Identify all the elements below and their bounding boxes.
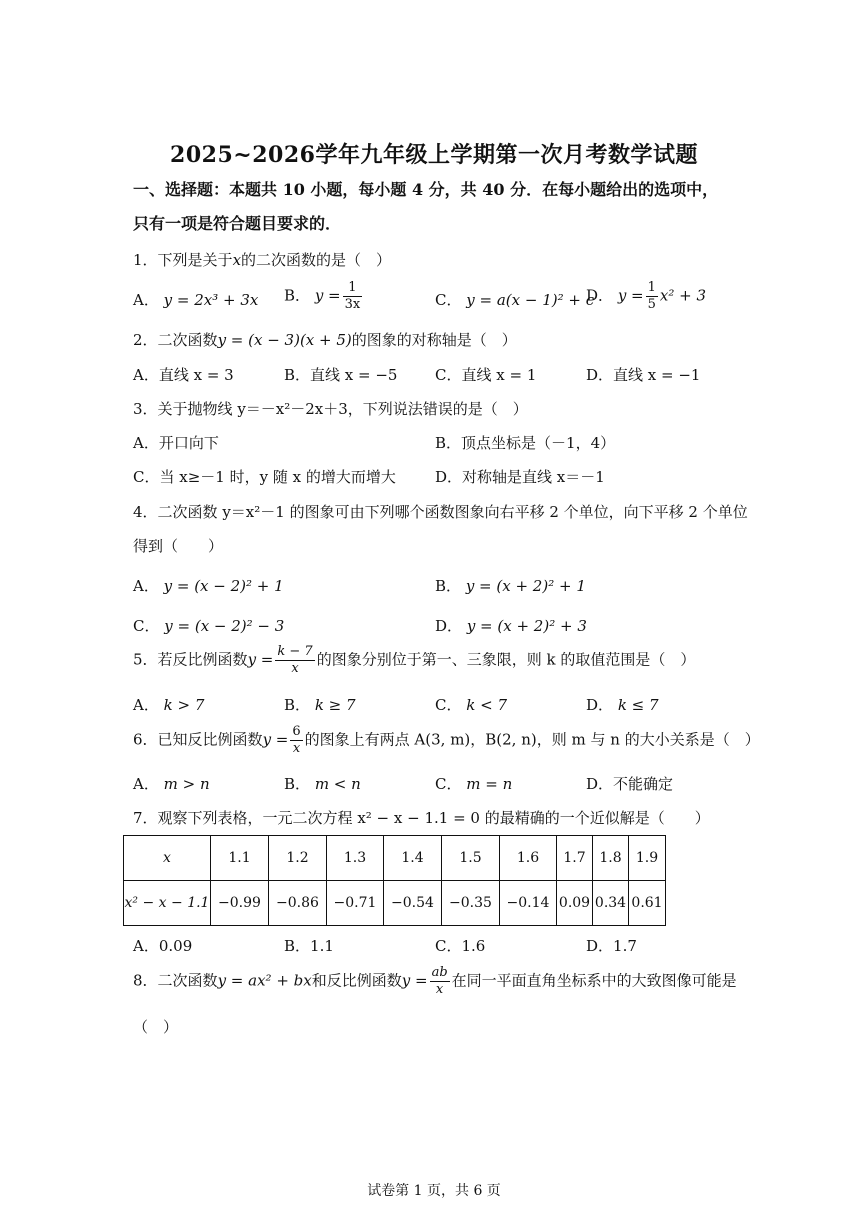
q1-option-a[interactable]: A． y = 2x³ + 3x — [133, 291, 259, 309]
q5-option-d[interactable]: D． k ≤ 7 — [586, 696, 659, 714]
page-footer: 试卷第 1 页，共 6 页 — [367, 1183, 501, 1199]
question-7: 7．观察下列表格，一元二次方程 x² − x − 1.1 = 0 的最精确的一个近似解是（ ） — [133, 809, 710, 827]
page-title: 2025~2026学年九年级上学期第一次月考数学试题 — [170, 142, 698, 168]
q7-option-a[interactable]: A．0.09 — [133, 937, 193, 955]
question-3: 3．关于抛物线 y＝－x²－2x＋3，下列说法错误的是（ ） — [133, 400, 528, 418]
q7-option-b[interactable]: B．1.1 — [284, 937, 334, 955]
q2-option-c[interactable]: C．直线 x = 1 — [435, 366, 537, 384]
question-8: 8．二次函数y = ax² + bx和反比例函数y = $\frac{ab}{x}$ 在同一平面直角坐标系中的大致图像可能是 — [133, 965, 737, 997]
q6-option-a[interactable]: A． m > n — [133, 775, 210, 793]
q5-option-b[interactable]: B． k ≥ 7 — [284, 696, 356, 714]
q3-option-c[interactable]: C．当 x≥－1 时，y 随 x 的增大而增大 — [133, 468, 396, 486]
section-heading-line1: 一、选择题：本题共 10 小题，每小题 4 分，共 40 分．在每小题给出的选项中， — [133, 180, 719, 199]
q4-option-a[interactable]: A． y = (x − 2)² + 1 — [133, 577, 284, 595]
q4-option-b[interactable]: B． y = (x + 2)² + 1 — [435, 577, 586, 595]
q4-option-d[interactable]: D． y = (x + 2)² + 3 — [435, 617, 587, 635]
question-8-line2: （ ） — [133, 1018, 179, 1036]
q6-option-c[interactable]: C． m = n — [435, 775, 513, 793]
q3-option-d[interactable]: D．对称轴是直线 x＝－1 — [435, 468, 605, 486]
q7-table — [123, 835, 666, 926]
q5-option-c[interactable]: C． k < 7 — [435, 696, 508, 714]
q6-option-b[interactable]: B． m < n — [284, 775, 361, 793]
section-heading-line2: 只有一项是符合题目要求的． — [133, 214, 342, 233]
q3-option-a[interactable]: A．开口向下 — [133, 434, 219, 452]
table-row: x 1.1 1.2 1.3 1.4 1.5 1.6 1.7 1.8 1.9 — [124, 836, 666, 881]
q5-option-a[interactable]: A． k > 7 — [133, 696, 205, 714]
q2-option-d[interactable]: D．直线 x = −1 — [586, 366, 701, 384]
q6-option-d[interactable]: D．不能确定 — [586, 775, 674, 793]
q2-option-b[interactable]: B．直线 x = −5 — [284, 366, 398, 384]
question-2: 2．二次函数y = (x − 3)(x + 5)的图象的对称轴是（ ） — [133, 331, 517, 349]
q7-option-d[interactable]: D．1.7 — [586, 937, 637, 955]
q1-option-d[interactable]: D． y = $\frac{1}{5}$ x² + 3 — [586, 280, 707, 312]
q1-option-c[interactable]: C． y = a(x − 1)² + c — [435, 291, 595, 309]
question-5: 5．若反比例函数y = $\frac{k - 7}{x}$ 的图象分别位于第一、三象限，则 k 的取值范围是（ ） — [133, 644, 696, 676]
question-4-line1: 4．二次函数 y＝x²－1 的图象可由下列哪个函数图象向右平移 2 个单位，向下平移 2 个单位 — [133, 503, 748, 521]
question-4-line2: 得到（ ） — [133, 537, 224, 555]
q1-option-b[interactable]: B． y = $\frac{1}{3x}$ — [284, 280, 361, 312]
q3-option-b[interactable]: B．顶点坐标是（－1，4） — [435, 434, 616, 452]
q2-option-a[interactable]: A．直线 x = 3 — [133, 366, 234, 384]
question-1: 1．下列是关于x的二次函数的是（ ） — [133, 251, 392, 269]
question-6: 6．已知反比例函数y = $\frac{6}{x}$ 的图象上有两点 A(3, m)，B(2, n)，则 m 与 n 的大小关系是（ ） — [133, 724, 760, 756]
q7-option-c[interactable]: C．1.6 — [435, 937, 486, 955]
table-row: x² − x − 1.1 −0.99 −0.86 −0.71 −0.54 −0.35 −0.14 0.09 0.34 0.61 — [124, 881, 666, 926]
q4-option-c[interactable]: C． y = (x − 2)² − 3 — [133, 617, 285, 635]
